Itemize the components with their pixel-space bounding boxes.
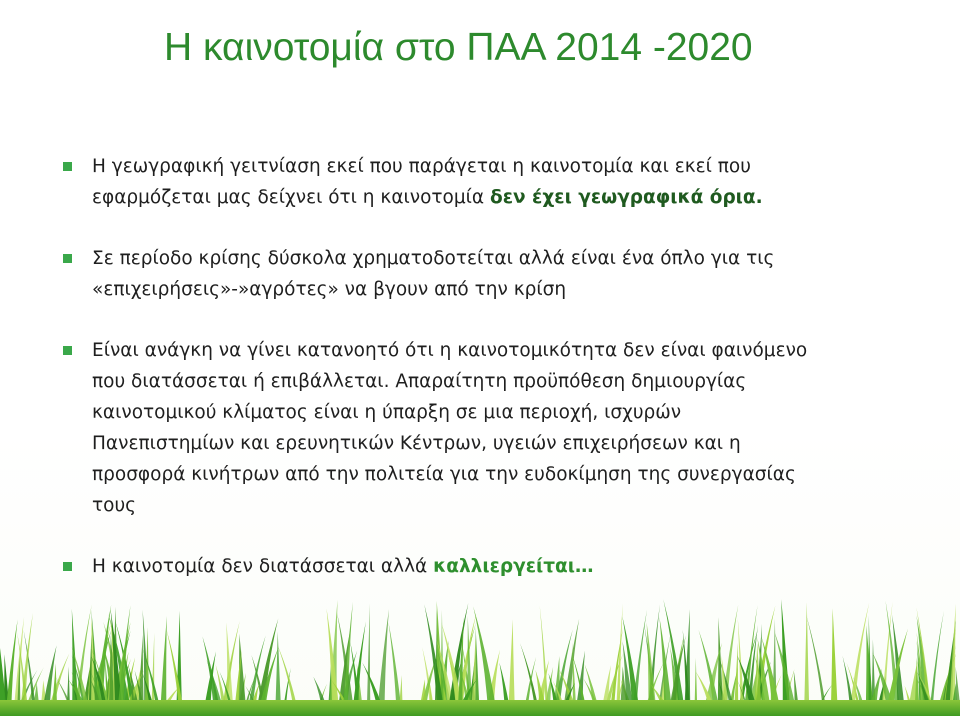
bullet-text-line: Είναι ανάγκη να γίνει κατανοητό ότι η καινοτομικότητα δεν είναι φαινόμενο xyxy=(92,340,808,361)
bullet-text-line xyxy=(92,551,892,582)
grass-blade xyxy=(804,602,809,716)
grass-ground xyxy=(0,700,960,716)
grass-blade xyxy=(831,608,838,716)
slide-title: Η καινοτομία στο ΠΑΑ 2014 -2020 xyxy=(164,26,753,69)
square-bullet-icon xyxy=(63,162,72,171)
grass-blades xyxy=(0,599,960,716)
bullet-text-line: «επιχειρήσεις»-»αγρότες» να βγουν από την κρίση xyxy=(92,279,567,300)
bullet-text-plain: εφαρμόζεται μας δείχνει ότι η καινοτομία xyxy=(92,187,490,208)
bullet-text-emphasis: δεν έχει γεωγραφικά όρια. xyxy=(490,187,763,208)
square-bullet-icon xyxy=(63,562,72,571)
bullet-text-line: προσφορά κινήτρων από την πολιτεία για την ευδοκίμηση της συνεργασίας xyxy=(92,464,796,485)
bullet-list xyxy=(62,151,892,582)
grass-decoration xyxy=(0,596,960,716)
bullet-text-line xyxy=(92,182,892,213)
bullet-text-line: Σε περίοδο κρίσης δύσκολα χρηματοδοτείται αλλά είναι ένα όπλο για τις xyxy=(92,248,775,269)
bullet-text-plain: Η καινοτομία δεν διατάσσεται αλλά xyxy=(92,556,434,577)
bullet-text-emphasis: καλλιεργείται… xyxy=(433,556,594,577)
bullet-geographic-proximity xyxy=(62,151,892,213)
bullet-text-line: τους xyxy=(92,495,137,516)
bullet-cultivated xyxy=(62,551,892,582)
grass-blade xyxy=(367,604,371,716)
bullet-text-line: Η γεωγραφική γειτνίαση εκεί που παράγεται η καινοτομία και εκεί που xyxy=(92,156,751,177)
bullet-innovation-climate xyxy=(62,335,892,521)
bullet-text-line: καινοτομικού κλίματος είναι η ύπαρξη σε μια περιοχή, ισχυρών xyxy=(92,402,682,423)
bullet-text-line: που διατάσσεται ή επιβάλλεται. Απαραίτητη προϋπόθεση δημιουργίας xyxy=(92,371,747,392)
grass-blade xyxy=(327,609,340,716)
square-bullet-icon xyxy=(63,346,72,355)
bullet-text-line: Πανεπιστημίων και ερευνητικών Κέντρων, υγειών επιχειρήσεων και η xyxy=(92,433,741,454)
bullet-crisis-period xyxy=(62,243,892,305)
square-bullet-icon xyxy=(63,254,72,263)
